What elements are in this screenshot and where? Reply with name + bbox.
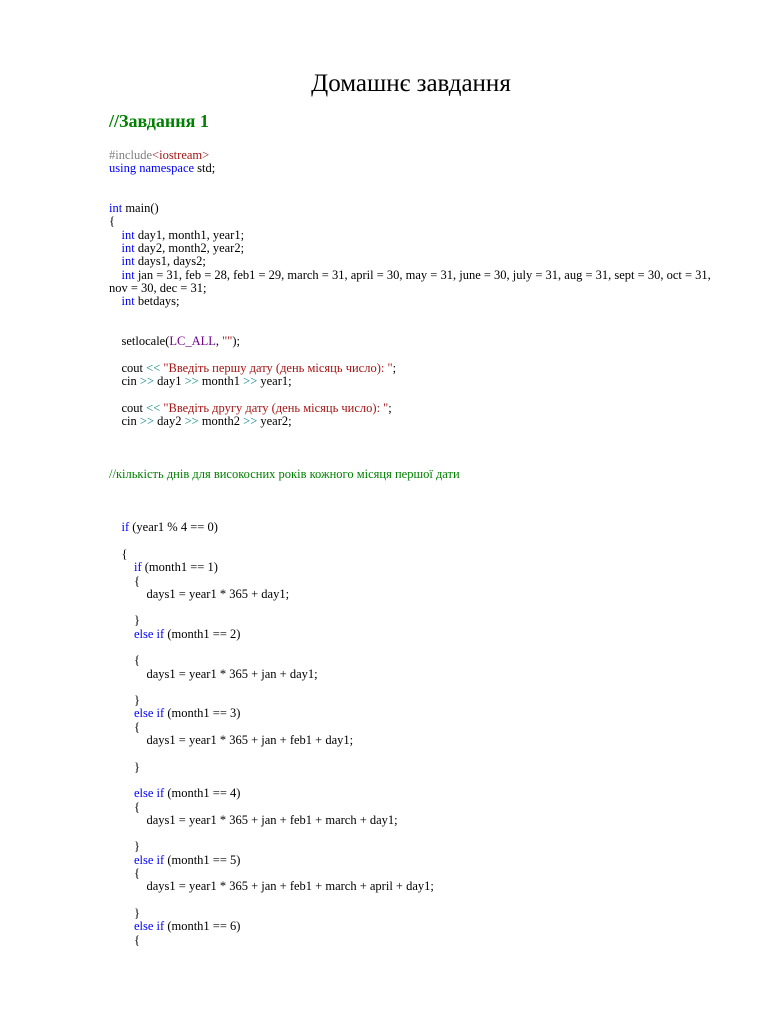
blank-line xyxy=(109,894,729,907)
blank-line xyxy=(109,827,729,840)
blank-line xyxy=(109,508,729,521)
code-token-keyword: int xyxy=(109,267,135,282)
code-line xyxy=(109,588,729,601)
code-line xyxy=(109,242,729,255)
code-token-string: "Введіть другу дату (день місяць число): " xyxy=(160,400,389,415)
code-token-plain: jan = 31, feb = 28, feb1 = 29, march = 31, april = 30, may = 31, june = 30, july = 31, aug = 31, sept = 30, oct = 31, xyxy=(134,267,711,282)
code-line xyxy=(109,668,729,681)
code-line xyxy=(109,202,729,215)
blank-line xyxy=(109,481,729,494)
code-line xyxy=(109,229,729,242)
blank-line xyxy=(109,322,729,335)
code-token-plain: day1 xyxy=(154,374,185,389)
code-line xyxy=(109,521,729,534)
code-token-plain: (year1 % 4 == 0) xyxy=(129,520,218,535)
code-token-plain: ; xyxy=(392,360,397,375)
code-line xyxy=(109,375,729,388)
code-token-plain: days1, days2; xyxy=(134,254,206,269)
code-line xyxy=(109,149,729,162)
code-token-plain: days1 = year1 * 365 + jan + feb1 + march + april + day1; xyxy=(109,879,434,894)
code-line xyxy=(109,934,729,947)
code-line xyxy=(109,255,729,268)
code-token-plain: cout xyxy=(109,360,147,375)
code-line xyxy=(109,854,729,867)
code-line xyxy=(109,335,729,348)
code-token-plain: nov = 30, dec = 31; xyxy=(109,280,207,295)
code-token-operator: >> xyxy=(139,374,155,389)
code-token-plain: , xyxy=(215,334,223,349)
code-line xyxy=(109,561,729,574)
code-line xyxy=(109,402,729,415)
code-token-plain: (month1 == 2) xyxy=(164,626,241,641)
code-token-plain: { xyxy=(109,932,140,947)
code-token-operator: << xyxy=(146,400,161,415)
code-token-plain: } xyxy=(109,693,140,708)
code-token-plain: betdays; xyxy=(134,294,180,309)
code-token-plain: cout xyxy=(109,400,147,415)
code-line xyxy=(109,269,729,282)
code-token-plain: { xyxy=(109,653,140,668)
code-token-keyword: else if xyxy=(109,919,165,934)
code-token-plain: day2 xyxy=(154,413,185,428)
code-token-plain: { xyxy=(109,573,140,588)
code-line xyxy=(109,614,729,627)
code-token-plain: days1 = year1 * 365 + jan + feb1 + day1; xyxy=(109,733,354,748)
code-token-plain: main() xyxy=(122,201,159,216)
code-token-plain: days1 = year1 * 365 + jan + day1; xyxy=(109,666,318,681)
code-token-macro: LC_ALL xyxy=(169,334,216,349)
code-token-plain: } xyxy=(109,613,140,628)
code-line xyxy=(109,761,729,774)
code-line xyxy=(109,415,729,428)
code-token-plain: { xyxy=(109,866,140,881)
code-token-keyword: if xyxy=(109,560,142,575)
code-token-plain: std; xyxy=(194,161,216,176)
code-token-string: "Введіть першу дату (день місяць число): " xyxy=(160,360,393,375)
code-token-plain: { xyxy=(109,719,140,734)
blank-line xyxy=(109,641,729,654)
code-line xyxy=(109,295,729,308)
code-token-keyword: int xyxy=(109,241,135,256)
code-token-keyword: int xyxy=(109,201,123,216)
code-token-plain: (month1 == 3) xyxy=(164,706,241,721)
code-block xyxy=(109,149,729,947)
code-token-plain: (month1 == 6) xyxy=(164,919,241,934)
code-line xyxy=(109,362,729,375)
code-token-keyword: int xyxy=(109,227,135,242)
code-line xyxy=(109,734,729,747)
code-line xyxy=(109,215,729,228)
code-token-plain: { xyxy=(109,546,128,561)
page-title: Домашнє завдання xyxy=(311,70,511,97)
code-token-plain: year1; xyxy=(257,374,292,389)
code-line xyxy=(109,814,729,827)
code-token-keyword: int xyxy=(109,294,135,309)
code-token-plain: (month1 == 5) xyxy=(164,852,241,867)
blank-line xyxy=(109,495,729,508)
code-token-operator: << xyxy=(146,360,161,375)
code-token-operator: >> xyxy=(243,374,258,389)
code-line xyxy=(109,628,729,641)
code-token-keyword: if xyxy=(109,520,130,535)
blank-line xyxy=(109,774,729,787)
code-token-comment: //кількість днів для високосних років кожного місяця першої дати xyxy=(109,467,460,482)
code-token-plain: days1 = year1 * 365 + day1; xyxy=(109,586,290,601)
code-token-plain: } xyxy=(109,839,140,854)
code-line xyxy=(109,575,729,588)
code-token-keyword: else if xyxy=(109,852,165,867)
blank-line xyxy=(109,535,729,548)
code-token-plain: year2; xyxy=(257,413,292,428)
code-token-plain: } xyxy=(109,905,140,920)
code-token-operator: >> xyxy=(184,374,199,389)
code-token-keyword: else if xyxy=(109,706,165,721)
blank-line xyxy=(109,455,729,468)
blank-line xyxy=(109,681,729,694)
code-line xyxy=(109,907,729,920)
code-token-plain: ); xyxy=(232,334,241,349)
code-token-operator: >> xyxy=(139,413,155,428)
blank-line xyxy=(109,309,729,322)
code-token-operator: >> xyxy=(184,413,199,428)
code-token-plain: (month1 == 1) xyxy=(141,560,218,575)
code-token-string: "" xyxy=(222,334,233,349)
code-line xyxy=(109,920,729,933)
code-line xyxy=(109,840,729,853)
code-token-preprocessor: #include xyxy=(109,148,153,162)
code-token-keyword: int xyxy=(109,254,135,269)
blank-line xyxy=(109,442,729,455)
blank-line xyxy=(109,601,729,614)
code-line xyxy=(109,548,729,561)
task-heading: //Завдання 1 xyxy=(109,111,209,131)
code-token-plain: (month1 == 4) xyxy=(164,786,241,801)
blank-line xyxy=(109,747,729,760)
code-token-plain: day2, month2, year2; xyxy=(134,241,245,256)
code-token-plain: setlocale( xyxy=(109,334,170,349)
blank-line xyxy=(109,348,729,361)
blank-line xyxy=(109,189,729,202)
code-token-plain: cin xyxy=(109,413,140,428)
blank-line xyxy=(109,428,729,441)
code-token-operator: >> xyxy=(243,413,258,428)
code-line xyxy=(109,282,729,295)
code-token-keyword: else if xyxy=(109,786,165,801)
code-line xyxy=(109,787,729,800)
code-token-plain: cin xyxy=(109,374,140,389)
blank-line xyxy=(109,176,729,189)
code-line xyxy=(109,880,729,893)
code-token-plain: ; xyxy=(388,400,392,415)
code-token-plain: { xyxy=(109,214,115,229)
code-line xyxy=(109,721,729,734)
code-token-keyword: using namespace xyxy=(109,161,195,176)
code-line xyxy=(109,694,729,707)
code-token-plain: month1 xyxy=(198,374,244,389)
code-token-plain: } xyxy=(109,759,140,774)
code-line xyxy=(109,867,729,880)
code-token-plain: days1 = year1 * 365 + jan + feb1 + march + day1; xyxy=(109,812,398,827)
code-token-keyword: else if xyxy=(109,626,165,641)
code-line xyxy=(109,654,729,667)
blank-line xyxy=(109,388,729,401)
code-line xyxy=(109,801,729,814)
code-token-string: <iostream> xyxy=(152,148,210,162)
code-token-plain: month2 xyxy=(198,413,244,428)
code-line xyxy=(109,162,729,175)
code-token-plain: day1, month1, year1; xyxy=(134,227,245,242)
code-line xyxy=(109,707,729,720)
code-line xyxy=(109,468,729,481)
code-token-plain: { xyxy=(109,799,140,814)
